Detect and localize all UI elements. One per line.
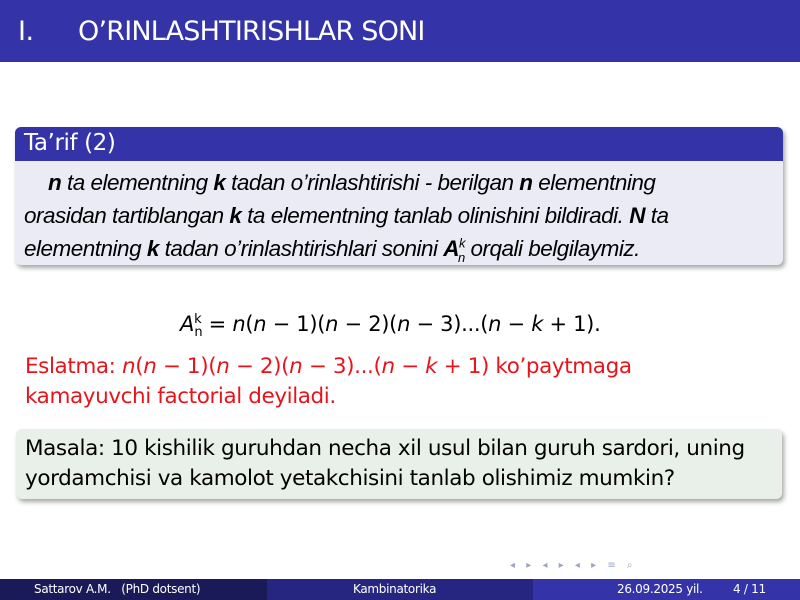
formula-n: n — [488, 312, 502, 336]
formula — [180, 312, 640, 341]
search-icon[interactable]: ⌕ — [626, 560, 633, 571]
note-part: − 1)( — [156, 354, 217, 379]
footer-course-cell — [267, 579, 533, 600]
prev-frame-icon[interactable]: ◂ — [510, 560, 516, 571]
def-part: tadan o’rinlashtirishlari sonini — [158, 236, 444, 261]
formula-part: = — [202, 312, 233, 336]
footer-date: 26.09.2025 yil. — [617, 582, 703, 596]
definition-text — [24, 166, 739, 265]
next-section-icon[interactable]: ▸ — [591, 560, 597, 571]
footer-author-cell — [0, 579, 267, 600]
prev-subsection-icon[interactable]: ◂ — [542, 560, 548, 571]
note-text — [25, 352, 725, 412]
note-part: ( — [135, 354, 144, 379]
note-n: n — [216, 354, 230, 379]
title-bar — [0, 0, 800, 62]
def-part: ta elementning — [24, 203, 669, 261]
formula-sup: k — [194, 312, 202, 327]
footer — [0, 579, 800, 600]
def-part: orqali belgilaymiz. — [464, 236, 640, 261]
note-part: + 1) ko’paytmaga kamayuvchi factorial deyiladi. — [25, 354, 632, 409]
formula-n: n — [325, 312, 339, 336]
menu-icon[interactable]: ≡ — [607, 560, 616, 571]
formula-part: − 3)...( — [410, 312, 489, 336]
def-part: ta elementning — [61, 170, 214, 195]
symbol-A: A — [443, 236, 460, 261]
footer-course: Kambinatorika — [353, 582, 437, 596]
formula-part: ( — [245, 312, 254, 336]
definition-heading: Ta’rif (2) — [24, 130, 116, 156]
var-k: k — [146, 236, 159, 261]
formula-part: − 2)( — [338, 312, 398, 336]
note-label: Eslatma: — [25, 354, 122, 379]
formula-part: + 1). — [543, 312, 601, 336]
prev-section-icon[interactable]: ◂ — [574, 560, 580, 571]
note-n: n — [381, 354, 395, 379]
page-title: O’RINLASHTIRISHLAR SONI — [78, 16, 425, 47]
formula-n: n — [232, 312, 246, 336]
def-part: ta elementning tanlab olinishini bildiradi. — [241, 203, 630, 228]
note-n: n — [289, 354, 303, 379]
formula-n: n — [253, 312, 267, 336]
symbol-A-sup: k — [459, 235, 466, 251]
formula-k: k — [531, 312, 544, 336]
note-n: n — [121, 354, 136, 379]
var-k: k — [229, 203, 242, 228]
formula-n: n — [397, 312, 411, 336]
formula-sub: n — [194, 325, 203, 341]
next-subsection-icon[interactable]: ▸ — [558, 560, 564, 571]
navigation-bar — [510, 560, 792, 574]
task-text: Masala: 10 kishilik guruhdan necha xil usul bilan guruh sardori, uning yordamchisi va kamolot yetakchisini tanlab olishimiz mumkin? — [25, 436, 745, 491]
formula-part: − — [501, 312, 532, 336]
note-part: − 2)( — [229, 354, 290, 379]
footer-date-cell — [533, 579, 800, 600]
next-frame-icon[interactable]: ▸ — [526, 560, 532, 571]
var-N: N — [629, 203, 645, 228]
var-n: n — [48, 170, 62, 195]
def-part: elementning orasidan tartiblangan — [24, 170, 656, 228]
note-part: − 3)...( — [302, 354, 382, 379]
formula-A: A — [180, 312, 195, 336]
definition-header — [15, 127, 783, 161]
footer-page: 4 / 11 — [733, 582, 766, 596]
section-number: I. — [18, 16, 34, 47]
note-k: k — [425, 354, 438, 379]
var-n: n — [519, 170, 533, 195]
footer-author: Sattarov A.M. (PhD dotsent) — [34, 582, 201, 596]
symbol-A-sub: n — [458, 249, 465, 265]
formula-part: − 1)( — [266, 312, 326, 336]
var-k: k — [213, 170, 226, 195]
note-part: − — [394, 354, 426, 379]
note-n: n — [143, 354, 157, 379]
def-part: tadan o’rinlashtirishi - berilgan — [225, 170, 520, 195]
